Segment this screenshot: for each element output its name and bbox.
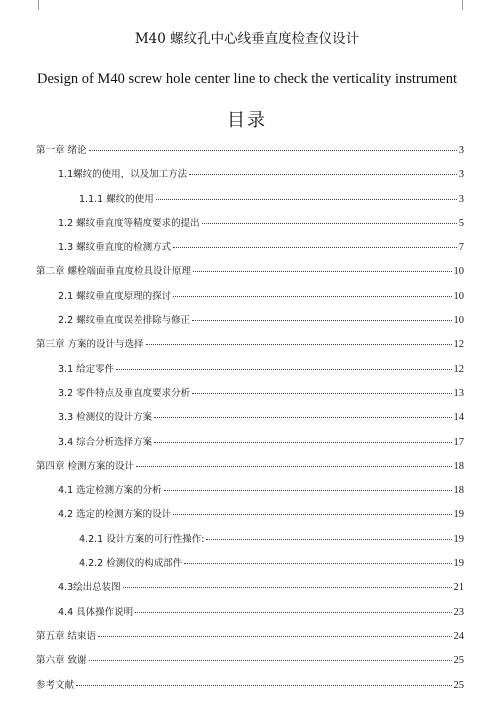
dot-leader [173,296,451,297]
dot-leader [135,612,451,613]
dot-leader [189,174,457,175]
toc-entry-label: 4.1 选定检测方案的分析 [58,485,162,497]
dot-leader [154,417,451,418]
toc-entry-page-number: 3 [458,193,464,205]
toc-entry-page-number: 12 [453,339,464,351]
toc-entry-label: 4.2.2 检测仪的构成部件 [79,558,183,570]
toc-entry-page-number: 14 [453,412,464,424]
crop-mark-left [38,0,39,10]
crop-mark-right [462,0,463,10]
toc-entry-page-number: 10 [453,266,464,278]
toc-entry-label: 3.2 零件特点及垂直度要求分析 [58,387,191,399]
dot-leader [89,150,457,151]
toc-heading: 目录 [227,110,267,131]
toc-entry[interactable] [36,409,464,433]
toc-entry-label: 第五章 结束语 [36,630,97,642]
toc-entry-label: 第一章 绪论 [36,145,87,156]
toc-entry-label: 1.1.1 螺纹的使用 [79,193,154,205]
toc-entry-label: 参考文献 [36,679,75,691]
toc-entry-label: 4.2 选定的检测方案的设计 [58,509,172,521]
dot-leader [98,636,451,637]
toc-entry-page-number: 10 [453,290,464,302]
toc-entry[interactable] [36,166,464,190]
toc-entry-label: 第三章 方案的设计与选择 [36,339,144,351]
toc-entry-page-number: 18 [453,485,464,497]
toc-entry-label: 1.3 螺纹垂直度的检测方式 [58,242,172,254]
toc-entry-page-number: 25 [453,655,464,667]
toc-entry[interactable] [36,312,464,336]
toc-entry-page-number: 13 [453,387,464,399]
dot-leader [89,660,452,661]
toc-entry[interactable] [36,579,464,603]
toc-entry-page-number: 19 [453,533,464,545]
dot-leader [116,369,451,370]
toc-entry[interactable] [36,555,464,579]
toc-entry-label: 1.1螺纹的使用，以及加工方法 [58,169,188,181]
toc-entry[interactable] [36,288,464,312]
toc-entry[interactable] [36,604,464,628]
toc-entry-label: 2.1 螺纹垂直度原理的探讨 [58,290,172,302]
dot-leader [156,199,457,200]
document-title-en: Design of M40 screw hole center line to check the verticality instrument [37,71,457,87]
toc-entry[interactable] [36,531,464,555]
toc-entry-label: 2.2 螺纹垂直度误差排除与修正 [58,315,191,327]
toc-entry-label: 1.2 螺纹垂直度等精度要求的提出 [58,217,200,229]
toc-entry[interactable] [36,263,464,287]
toc-entry-page-number: 18 [453,460,464,472]
dot-leader [173,514,451,515]
toc-entry[interactable] [36,239,464,263]
toc-entry-page-number: 25 [453,679,464,691]
dot-leader [192,320,451,321]
toc-entry[interactable] [36,652,464,676]
toc-entry[interactable] [36,142,464,166]
dot-leader [184,563,451,564]
toc-entry-label: 第六章 致谢 [36,655,87,667]
toc-entry-label: 3.4 综合分析选择方案 [58,436,153,448]
toc-entry-page-number: 3 [458,145,464,156]
toc-entry-page-number: 17 [453,436,464,448]
toc-entry-page-number: 21 [453,582,464,594]
document-title-cn: M40 螺纹孔中心线垂直度检查仪设计 [134,31,360,47]
dot-leader [173,247,457,248]
toc-entry-page-number: 23 [453,606,464,618]
toc-entry[interactable] [36,361,464,385]
toc-entry-page-number: 7 [458,242,464,254]
toc-entry[interactable] [36,482,464,506]
dot-leader [154,442,451,443]
toc-entry-label: 4.4 具体操作说明 [58,606,134,618]
toc-entry-page-number: 19 [453,509,464,521]
table-of-contents [36,142,464,701]
toc-entry-label: 3.1 给定零件 [58,363,115,375]
toc-entry[interactable] [36,677,464,701]
toc-entry-page-number: 12 [453,363,464,375]
toc-entry[interactable] [36,458,464,482]
dot-leader [164,490,452,491]
toc-entry-label: 3.3 检测仪的设计方案 [58,412,153,424]
toc-entry[interactable] [36,215,464,239]
dot-leader [202,223,457,224]
toc-entry-label: 4.2.1 设计方案的可行性操作: [79,533,205,545]
toc-entry-page-number: 10 [453,315,464,327]
toc-entry[interactable] [36,191,464,215]
dot-leader [193,271,451,272]
dot-leader [192,393,451,394]
dot-leader [123,587,452,588]
toc-entry[interactable] [36,336,464,360]
toc-entry-label: 4.3绘出总装图 [58,582,121,594]
toc-entry-label: 第四章 检测方案的设计 [36,460,135,472]
toc-entry[interactable] [36,506,464,530]
dot-leader [146,344,452,345]
toc-entry[interactable] [36,385,464,409]
toc-entry[interactable] [36,628,464,652]
toc-entry-page-number: 5 [458,217,464,229]
toc-entry-page-number: 3 [458,169,464,181]
toc-entry[interactable] [36,434,464,458]
dot-leader [206,539,451,540]
toc-entry-page-number: 24 [453,630,464,642]
toc-entry-label: 第二章 螺栓端面垂直度检具设计原理 [36,266,192,278]
dot-leader [76,685,451,686]
toc-entry-page-number: 19 [453,558,464,570]
dot-leader [136,466,451,467]
